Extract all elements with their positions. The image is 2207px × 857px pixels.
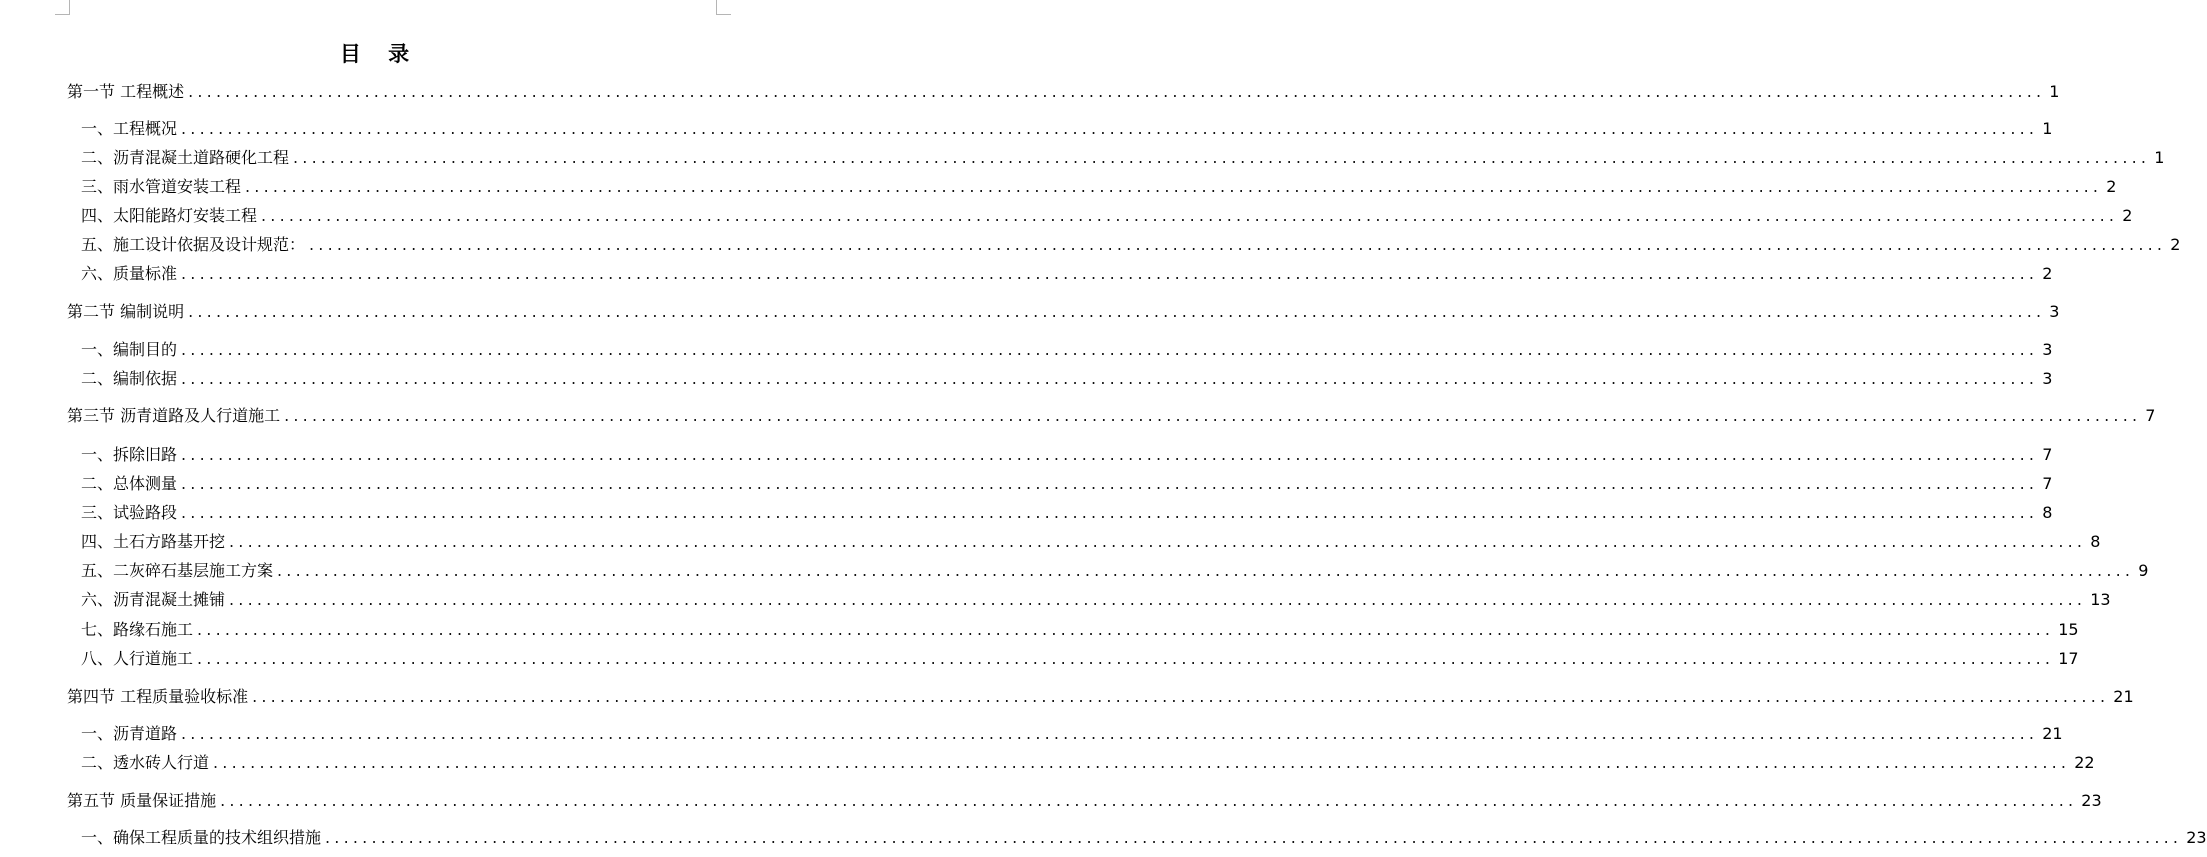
entry-label: 五、二灰碎石基层施工方案 xyxy=(81,561,274,580)
toc-subsection-entry[interactable] xyxy=(81,177,2117,197)
dot-leader: ........................................................................................................................................................................................................ xyxy=(252,687,2110,706)
toc-subsection-entry[interactable] xyxy=(81,369,2053,389)
toc-subsection-entry[interactable] xyxy=(81,649,2079,669)
entry-label: 二、透水砖人行道 xyxy=(81,753,210,772)
entry-label: 二、编制依据 xyxy=(81,369,178,388)
toc-section-entry[interactable] xyxy=(67,406,2156,426)
dot-leader: ........................................................................................................................................................................................................ xyxy=(325,828,2183,847)
toc-subsection-entry[interactable] xyxy=(81,561,2149,581)
dot-leader: ........................................................................................................................................................................................................ xyxy=(181,369,2039,388)
entry-page-number: 7 xyxy=(2042,445,2053,464)
dot-leader: ........................................................................................................................................................................................................ xyxy=(220,791,2078,810)
entry-label: 四、土石方路基开挖 xyxy=(81,532,226,551)
entry-label: 一、编制目的 xyxy=(81,340,178,359)
entry-page-number: 1 xyxy=(2042,119,2053,138)
entry-label: 五、施工设计依据及设计规范： xyxy=(81,235,306,254)
dot-leader: ........................................................................................................................................................................................................ xyxy=(181,264,2039,283)
entry-label: 第五节 质量保证措施 xyxy=(67,791,217,810)
entry-page-number: 17 xyxy=(2058,649,2079,668)
entry-label: 二、沥青混凝土道路硬化工程 xyxy=(81,148,290,167)
dot-leader: ........................................................................................................................................................................................................ xyxy=(277,561,2135,580)
entry-label: 三、试验路段 xyxy=(81,503,178,522)
entry-page-number: 13 xyxy=(2090,590,2111,609)
toc-subsection-entry[interactable] xyxy=(81,264,2053,284)
dot-leader: ........................................................................................................................................................................................................ xyxy=(229,532,2087,551)
toc-section-entry[interactable] xyxy=(67,791,2102,811)
dot-leader: ........................................................................................................................................................................................................ xyxy=(188,302,2046,321)
entry-label: 一、工程概况 xyxy=(81,119,178,138)
entry-page-number: 7 xyxy=(2042,474,2053,493)
toc-subsection-entry[interactable] xyxy=(81,340,2053,360)
dot-leader: ........................................................................................................................................................................................................ xyxy=(188,82,2046,101)
entry-page-number: 1 xyxy=(2154,148,2165,167)
toc-section-entry[interactable] xyxy=(67,687,2134,707)
dot-leader: ........................................................................................................................................................................................................ xyxy=(213,753,2071,772)
toc-section-entry[interactable] xyxy=(67,82,2060,102)
entry-page-number: 3 xyxy=(2042,369,2053,388)
dot-leader: ........................................................................................................................................................................................................ xyxy=(245,177,2103,196)
dot-leader: ........................................................................................................................................................................................................ xyxy=(229,590,2087,609)
entry-label: 二、总体测量 xyxy=(81,474,178,493)
dot-leader: ........................................................................................................................................................................................................ xyxy=(284,406,2142,425)
toc-subsection-entry[interactable] xyxy=(81,148,2165,168)
toc-subsection-entry[interactable] xyxy=(81,474,2053,494)
toc-title: 目 录 xyxy=(339,41,420,66)
dot-leader: ........................................................................................................................................................................................................ xyxy=(309,235,2167,254)
entry-page-number: 2 xyxy=(2170,235,2181,254)
entry-label: 四、太阳能路灯安装工程 xyxy=(81,206,258,225)
toc-subsection-entry[interactable] xyxy=(81,724,2063,744)
entry-label: 八、人行道施工 xyxy=(81,649,194,668)
entry-page-number: 8 xyxy=(2042,503,2053,522)
entry-label: 三、雨水管道安装工程 xyxy=(81,177,242,196)
entry-label: 一、确保工程质量的技术组织措施 xyxy=(81,828,322,847)
entry-label: 一、沥青道路 xyxy=(81,724,178,743)
toc-subsection-entry[interactable] xyxy=(81,753,2095,773)
entry-page-number: 9 xyxy=(2138,561,2149,580)
entry-label: 第一节 工程概述 xyxy=(67,82,185,101)
entry-page-number: 22 xyxy=(2074,753,2095,772)
entry-page-number: 2 xyxy=(2106,177,2117,196)
toc-subsection-entry[interactable] xyxy=(81,828,2207,848)
entry-label: 第二节 编制说明 xyxy=(67,302,185,321)
entry-page-number: 23 xyxy=(2081,791,2102,810)
entry-page-number: 8 xyxy=(2090,532,2101,551)
dot-leader: ........................................................................................................................................................................................................ xyxy=(197,649,2055,668)
dot-leader: ........................................................................................................................................................................................................ xyxy=(181,724,2039,743)
toc-subsection-entry[interactable] xyxy=(81,206,2133,226)
entry-page-number: 3 xyxy=(2042,340,2053,359)
dot-leader: ........................................................................................................................................................................................................ xyxy=(181,474,2039,493)
toc-subsection-entry[interactable] xyxy=(81,620,2079,640)
dot-leader: ........................................................................................................................................................................................................ xyxy=(261,206,2119,225)
dot-leader: ........................................................................................................................................................................................................ xyxy=(181,340,2039,359)
entry-page-number: 2 xyxy=(2042,264,2053,283)
page-corner-mark-right xyxy=(716,0,731,15)
entry-page-number: 15 xyxy=(2058,620,2079,639)
toc-section-entry[interactable] xyxy=(67,302,2060,322)
toc-subsection-entry[interactable] xyxy=(81,532,2101,552)
toc-subsection-entry[interactable] xyxy=(81,590,2111,610)
entry-page-number: 21 xyxy=(2042,724,2063,743)
entry-label: 七、路缘石施工 xyxy=(81,620,194,639)
dot-leader: ........................................................................................................................................................................................................ xyxy=(293,148,2151,167)
entry-page-number: 23 xyxy=(2186,828,2207,847)
dot-leader: ........................................................................................................................................................................................................ xyxy=(181,445,2039,464)
entry-label: 第三节 沥青道路及人行道施工 xyxy=(67,406,281,425)
entry-label: 六、质量标准 xyxy=(81,264,178,283)
toc-subsection-entry[interactable] xyxy=(81,119,2053,139)
dot-leader: ........................................................................................................................................................................................................ xyxy=(181,119,2039,138)
dot-leader: ........................................................................................................................................................................................................ xyxy=(181,503,2039,522)
entry-page-number: 3 xyxy=(2049,302,2060,321)
entry-page-number: 7 xyxy=(2145,406,2156,425)
entry-page-number: 21 xyxy=(2113,687,2134,706)
entry-page-number: 2 xyxy=(2122,206,2133,225)
toc-subsection-entry[interactable] xyxy=(81,503,2053,523)
toc-subsection-entry[interactable] xyxy=(81,445,2053,465)
entry-label: 一、拆除旧路 xyxy=(81,445,178,464)
entry-label: 六、沥青混凝土摊铺 xyxy=(81,590,226,609)
toc-subsection-entry[interactable] xyxy=(81,235,2181,255)
page-corner-mark-left xyxy=(55,0,70,15)
entry-label: 第四节 工程质量验收标准 xyxy=(67,687,249,706)
entry-page-number: 1 xyxy=(2049,82,2060,101)
dot-leader: ........................................................................................................................................................................................................ xyxy=(197,620,2055,639)
